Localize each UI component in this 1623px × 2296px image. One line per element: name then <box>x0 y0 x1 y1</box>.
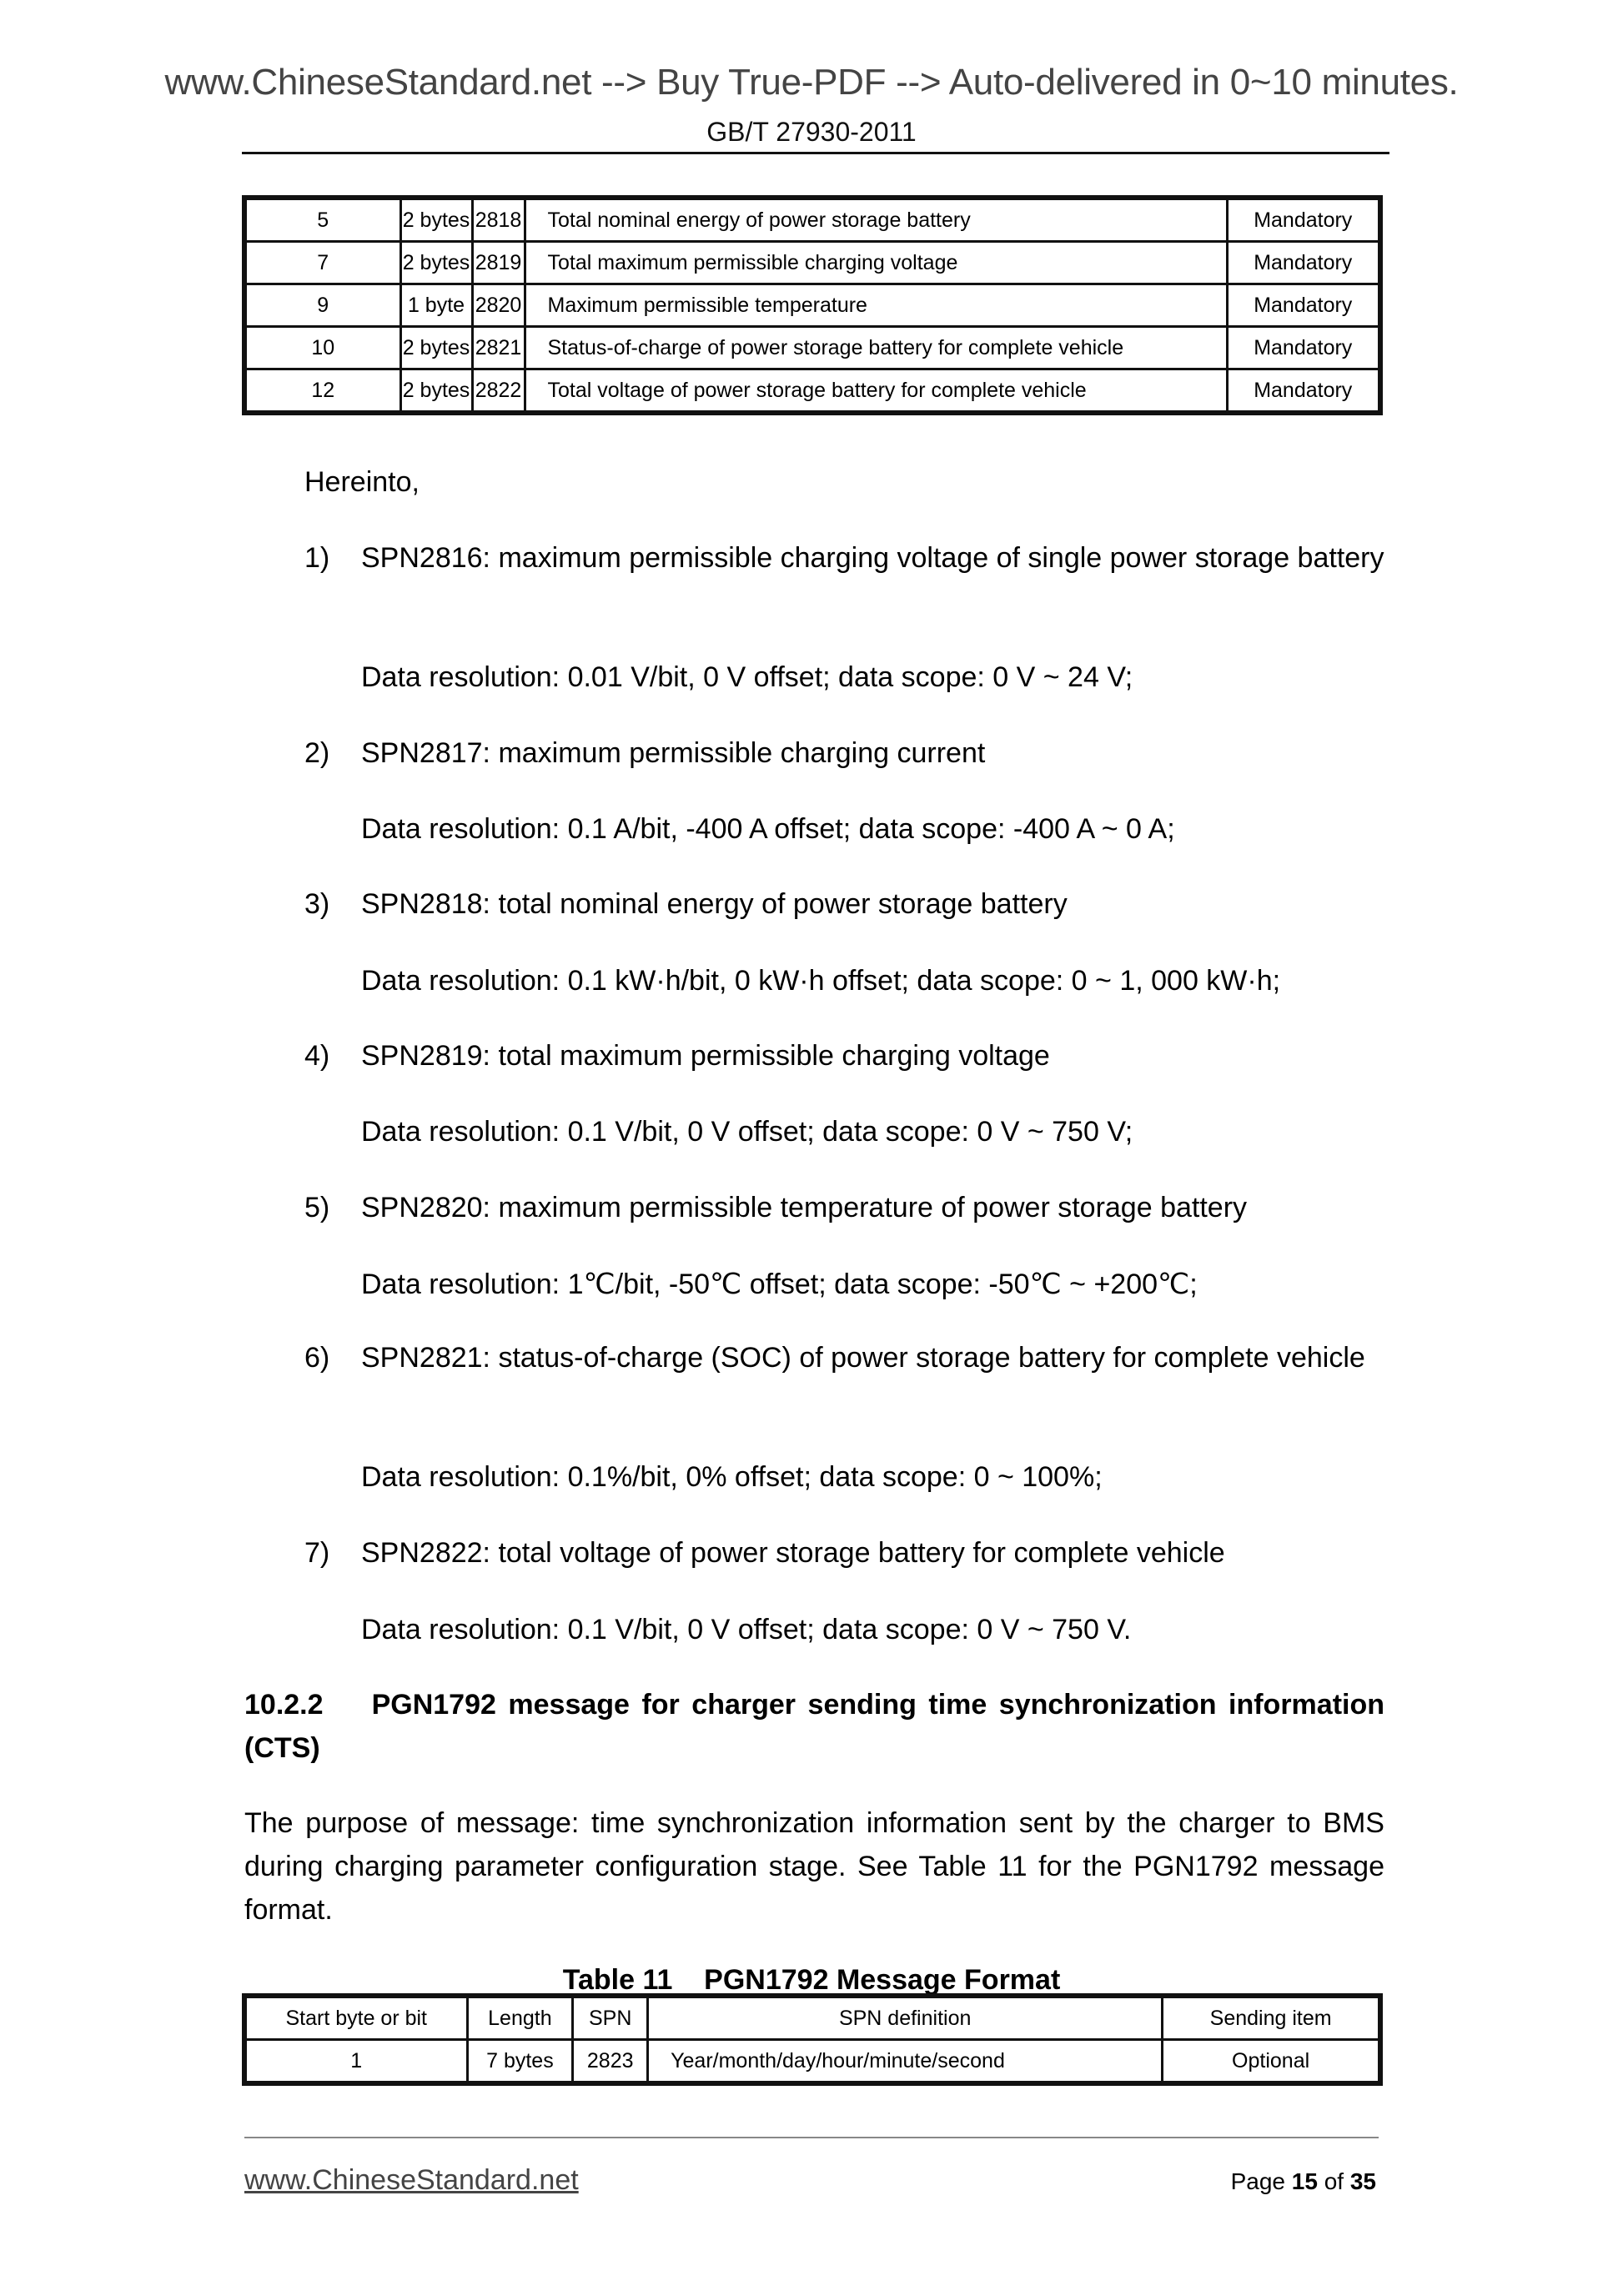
footer-divider <box>244 2137 1379 2138</box>
data-resolution: Data resolution: 0.1 kW·h/bit, 0 kW·h offset; data scope: 0 ~ 1, 000 kW·h; <box>361 965 1281 997</box>
cell-sending: Mandatory <box>1227 242 1380 284</box>
cell-length: 2 bytes <box>400 369 472 414</box>
list-text: SPN2821: status-of-charge (SOC) of power storage battery for complete vehicle <box>361 1342 1365 1374</box>
cell-length: 2 bytes <box>400 198 472 242</box>
hereinto-label: Hereinto, <box>304 466 420 498</box>
cell-definition: Status-of-charge of power storage battery for complete vehicle <box>525 327 1227 369</box>
cell-start: 5 <box>244 198 400 242</box>
header-length: Length <box>467 1996 573 2040</box>
list-item <box>304 536 1384 580</box>
cell-sending: Mandatory <box>1227 198 1380 242</box>
list-number: 6) <box>304 1342 330 1374</box>
header-banner: www.ChineseStandard.net --> Buy True-PDF --> Auto-delivered in 0~10 minutes. <box>164 62 1459 103</box>
cell-length: 1 byte <box>400 284 472 327</box>
cell-spn: 2821 <box>472 327 525 369</box>
purpose-paragraph: The purpose of message: time synchronization information sent by the charger to BMS during charging parameter configuration stage. See Table 11 for the PGN1792 message format. <box>244 1807 1384 1926</box>
page-indicator <box>1084 2168 1376 2195</box>
cell-sending: Optional <box>1163 2040 1380 2084</box>
list-item <box>304 1186 1384 1229</box>
cell-spn: 2819 <box>472 242 525 284</box>
page-of: of <box>1324 2168 1344 2194</box>
list-text: SPN2818: total nominal energy of power storage battery <box>361 888 1068 920</box>
header-divider <box>242 152 1389 154</box>
cell-length: 2 bytes <box>400 327 472 369</box>
standard-number: GB/T 27930-2011 <box>706 117 917 147</box>
data-resolution: Data resolution: 0.1%/bit, 0% offset; data scope: 0 ~ 100%; <box>361 1461 1103 1493</box>
table-caption: Table 11 PGN1792 Message Format <box>562 1964 1061 1996</box>
data-resolution: Data resolution: 0.1 V/bit, 0 V offset; data scope: 0 V ~ 750 V. <box>361 1614 1132 1645</box>
list-number: 2) <box>304 737 330 769</box>
header-sending: Sending item <box>1163 1996 1380 2040</box>
list-number: 1) <box>304 542 330 574</box>
cell-spn: 2820 <box>472 284 525 327</box>
table-row <box>244 198 1380 242</box>
header-definition: SPN definition <box>648 1996 1163 2040</box>
list-text: SPN2820: maximum permissible temperature of power storage battery <box>361 1192 1248 1223</box>
table-row <box>244 242 1380 284</box>
table-row <box>244 284 1380 327</box>
table-row <box>244 2040 1380 2084</box>
cell-length: 2 bytes <box>400 242 472 284</box>
list-item <box>304 1034 1384 1078</box>
cell-start: 12 <box>244 369 400 414</box>
header-start: Start byte or bit <box>244 1996 467 2040</box>
header-spn: SPN <box>573 1996 648 2040</box>
spec-table-continued <box>242 195 1383 415</box>
list-text: SPN2816: maximum permissible charging voltage of single power storage battery <box>361 542 1384 574</box>
table-11 <box>242 1993 1383 2086</box>
list-item <box>304 731 1384 775</box>
list-text: SPN2822: total voltage of power storage battery for complete vehicle <box>361 1537 1225 1569</box>
page-total: 35 <box>1349 2168 1376 2194</box>
list-text: SPN2817: maximum permissible charging current <box>361 737 986 769</box>
data-resolution: Data resolution: 0.01 V/bit, 0 V offset; data scope: 0 V ~ 24 V; <box>361 661 1133 693</box>
cell-start: 7 <box>244 242 400 284</box>
list-item <box>304 1336 1384 1379</box>
data-resolution: Data resolution: 0.1 V/bit, 0 V offset; data scope: 0 V ~ 750 V; <box>361 1116 1133 1148</box>
cell-definition: Total voltage of power storage battery for complete vehicle <box>525 369 1227 414</box>
cell-definition: Year/month/day/hour/minute/second <box>648 2040 1163 2084</box>
cell-spn: 2822 <box>472 369 525 414</box>
cell-sending: Mandatory <box>1227 284 1380 327</box>
list-number: 3) <box>304 888 330 920</box>
cell-definition: Total nominal energy of power storage battery <box>525 198 1227 242</box>
cell-start: 10 <box>244 327 400 369</box>
cell-sending: Mandatory <box>1227 327 1380 369</box>
list-number: 7) <box>304 1537 330 1569</box>
data-resolution: Data resolution: 0.1 A/bit, -400 A offset; data scope: -400 A ~ 0 A; <box>361 813 1175 845</box>
footer-website-link[interactable]: www.ChineseStandard.net <box>244 2164 579 2196</box>
page-current: 15 <box>1291 2168 1318 2194</box>
cell-spn: 2823 <box>573 2040 648 2084</box>
table-row <box>244 327 1380 369</box>
data-resolution: Data resolution: 1℃/bit, -50℃ offset; data scope: -50℃ ~ +200℃; <box>361 1269 1198 1300</box>
list-item <box>304 882 1384 926</box>
cell-sending: Mandatory <box>1227 369 1380 414</box>
table-header-row <box>244 1996 1380 2040</box>
section-heading: 10.2.2 PGN1792 message for charger sending time synchronization information (CTS) <box>244 1689 1393 1764</box>
list-text: SPN2819: total maximum permissible charging voltage <box>361 1040 1050 1072</box>
cell-spn: 2818 <box>472 198 525 242</box>
list-item <box>304 1531 1384 1575</box>
list-number: 5) <box>304 1192 330 1223</box>
cell-definition: Total maximum permissible charging voltage <box>525 242 1227 284</box>
cell-length: 7 bytes <box>467 2040 573 2084</box>
page-label: Page <box>1230 2168 1285 2194</box>
cell-start: 9 <box>244 284 400 327</box>
table-row <box>244 369 1380 414</box>
cell-definition: Maximum permissible temperature <box>525 284 1227 327</box>
list-number: 4) <box>304 1040 330 1072</box>
cell-start: 1 <box>244 2040 467 2084</box>
